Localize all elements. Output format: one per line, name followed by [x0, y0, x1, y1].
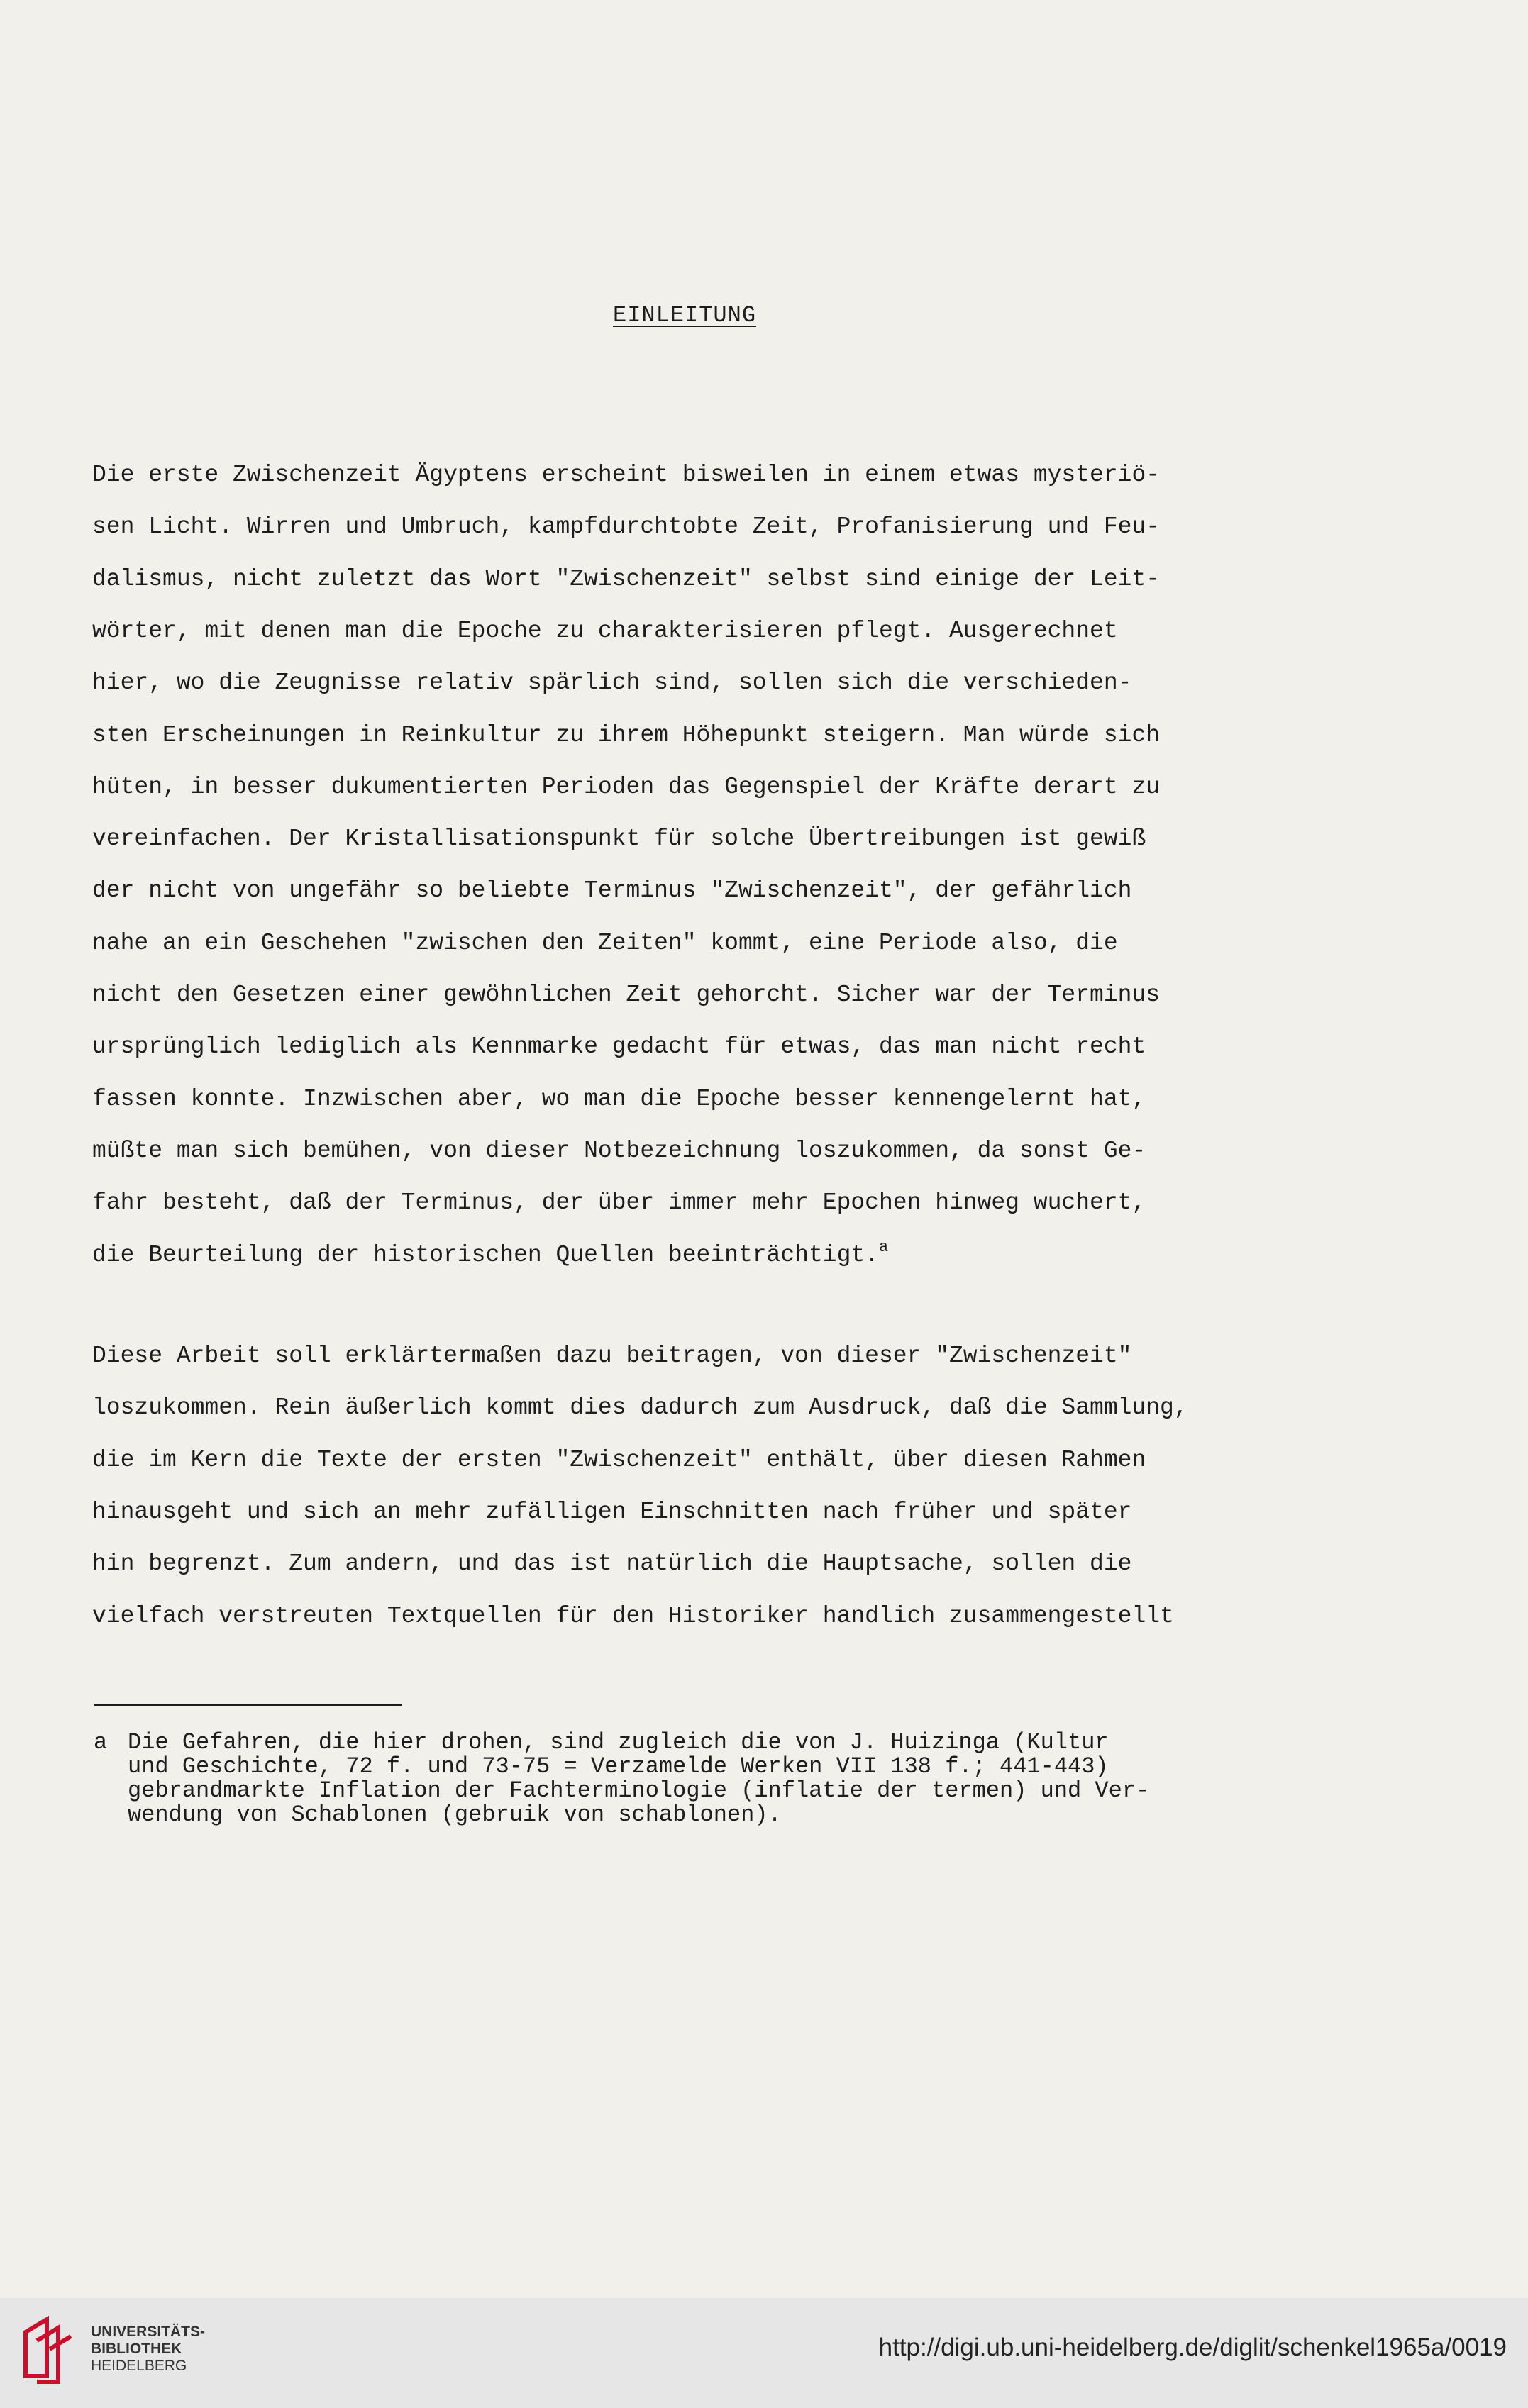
library-name-line2: BIBLIOTHEK [91, 2341, 182, 2357]
text-line: wörter, mit denen man die Epoche zu charakterisieren pflegt. Ausgerechnet [92, 617, 1118, 644]
footnote-line: und Geschichte, 72 f. und 73-75 = Verzamelde Werken VII 138 f.; 441-443) [128, 1753, 1109, 1780]
permalink-url[interactable]: http://digi.ub.uni-heidelberg.de/diglit/schenkel1965a/0019 [878, 2334, 1507, 2361]
text-line: sten Erscheinungen in Reinkultur zu ihrem Höhepunkt steigern. Man würde sich [92, 721, 1161, 748]
footnote-line: Die Gefahren, die hier drohen, sind zugleich die von J. Huizinga (Kultur [128, 1729, 1109, 1755]
text-line: Diese Arbeit soll erklärtermaßen dazu beitragen, von dieser "Zwischenzeit" [92, 1343, 1132, 1369]
text-line: vielfach verstreuten Textquellen für den Historiker handlich zusammengestellt [92, 1602, 1174, 1629]
page-title [0, 302, 1369, 328]
text-line: sen Licht. Wirren und Umbruch, kampfdurchtobte Zeit, Profanisierung und Feu- [92, 514, 1161, 540]
text-line: die Beurteilung der historischen Quellen beeinträchtigt.$^a$ [92, 1238, 889, 1268]
library-name-line1: UNIVERSITÄTS- [91, 2324, 206, 2340]
library-name-line3: HEIDELBERG [91, 2358, 187, 2374]
library-logo-icon [18, 2311, 82, 2387]
library-name [91, 2324, 205, 2375]
text-line: vereinfachen. Der Kristallisationspunkt für solche Übertreibungen ist gewiß [92, 826, 1146, 853]
show-through-decoration [610, 206, 623, 230]
footnote-reference: a [878, 1238, 889, 1256]
text-line: hier, wo die Zeugnisse relativ spärlich sind, sollen sich die verschieden- [92, 670, 1132, 697]
text-line: fahr besteht, daß der Terminus, der über immer mehr Epochen hinweg wuchert, [92, 1189, 1146, 1216]
text-line: nahe an ein Geschehen "zwischen den Zeiten" kommt, eine Periode also, die [92, 929, 1118, 956]
text-line: Die erste Zwischenzeit Ägyptens erscheint bisweilen in einem etwas mysteriö- [92, 462, 1161, 488]
text-line: die im Kern die Texte der ersten "Zwischenzeit" enthält, über diesen Rahmen [92, 1446, 1146, 1473]
footnote-line: gebrandmarkte Inflation der Fachterminologie (inflatie der termen) und Ver- [128, 1777, 1150, 1804]
footnote-line: wendung von Schablonen (gebruik von schablonen). [128, 1802, 782, 1828]
footnote-marker: a [94, 1729, 108, 1755]
text-line: loszukommen. Rein äußerlich kommt dies dadurch zum Ausdruck, daß die Sammlung, [92, 1394, 1188, 1421]
text-line: hin begrenzt. Zum andern, und das ist natürlich die Hauptsache, sollen die [92, 1550, 1132, 1577]
page-title-text: EINLEITUNG [612, 302, 757, 328]
text-line: dalismus, nicht zuletzt das Wort "Zwischenzeit" selbst sind einige der Leit- [92, 565, 1161, 592]
footnote-separator [94, 1704, 402, 1706]
library-footer [0, 2298, 1528, 2408]
text-line: ursprünglich lediglich als Kennmarke gedacht für etwas, das man nicht recht [92, 1033, 1146, 1060]
text-line: hinausgeht und sich an mehr zufälligen Einschnitten nach früher und später [92, 1498, 1132, 1525]
text-line: der nicht von ungefähr so beliebte Terminus "Zwischenzeit", der gefährlich [92, 877, 1132, 904]
text-line: hüten, in besser dukumentierten Perioden das Gegenspiel der Kräfte derart zu [92, 773, 1161, 800]
text-line: fassen konnte. Inzwischen aber, wo man die Epoche besser kennengelernt hat, [92, 1085, 1146, 1112]
text-line: nicht den Gesetzen einer gewöhnlichen Zeit gehorcht. Sicher war der Terminus [92, 982, 1161, 1008]
text-line: müßte man sich bemühen, von dieser Notbezeichnung loszukommen, da sonst Ge- [92, 1137, 1146, 1164]
